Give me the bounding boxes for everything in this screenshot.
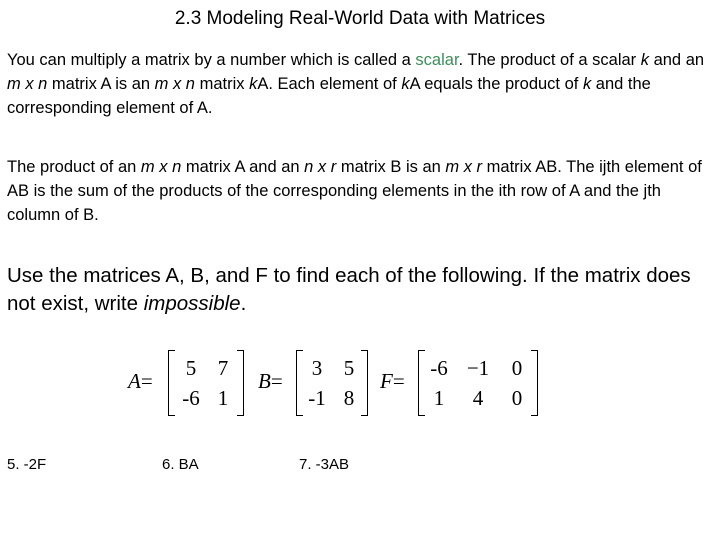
problem-6: 6. BA [162,456,199,473]
matrix-cell: 8 [343,386,355,410]
matrix-cell: -1 [308,386,326,410]
matrix-a [168,350,244,416]
page-title: 2.3 Modeling Real-World Data with Matrices [174,8,546,29]
matrix-cell: 0 [511,386,523,410]
problem-7: 7. -3AB [299,456,350,473]
matrix-definitions [128,350,548,416]
scalar-term: scalar [415,51,459,69]
matrix-b-label: B= [258,369,283,393]
matrix-cell: 1 [217,386,229,410]
matrix-f [418,350,538,416]
scalar-paragraph: You can multiply a matrix by a number which is called a scalar. The product of a scalar k and an m x n matrix A is an m x n matrix kA. Each element of kA equals the product of k and the corresponding element of A. [7,51,705,117]
matrix-a-label: A= [128,369,153,393]
left-bracket [168,350,175,416]
matrix-cell: -6 [430,356,448,380]
right-bracket [237,350,244,416]
matrix-cell: 7 [217,356,229,380]
problem-5: 5. -2F [7,456,47,473]
matrix-cell: 0 [511,356,523,380]
matrix-cell: 1 [433,386,445,410]
matrix-cell: 3 [311,356,323,380]
product-paragraph: The product of an m x n matrix A and an n x r matrix B is an m x r matrix AB. The ijth element of AB is the sum of the products of the corresponding elements in the ith row of A and the jth column of B. [7,158,702,224]
instruction-text: Use the matrices A, B, and F to find each of the following. If the matrix does not exist, write impossible. [7,264,691,315]
matrix-cell: -6 [182,386,200,410]
right-bracket [531,350,538,416]
matrix-b [296,350,368,416]
matrix-cell: 5 [185,356,197,380]
matrix-f-label: F= [380,369,405,393]
matrix-cell: 5 [343,356,355,380]
matrix-cell: −1 [466,356,490,380]
matrix-cell: 4 [472,386,484,410]
